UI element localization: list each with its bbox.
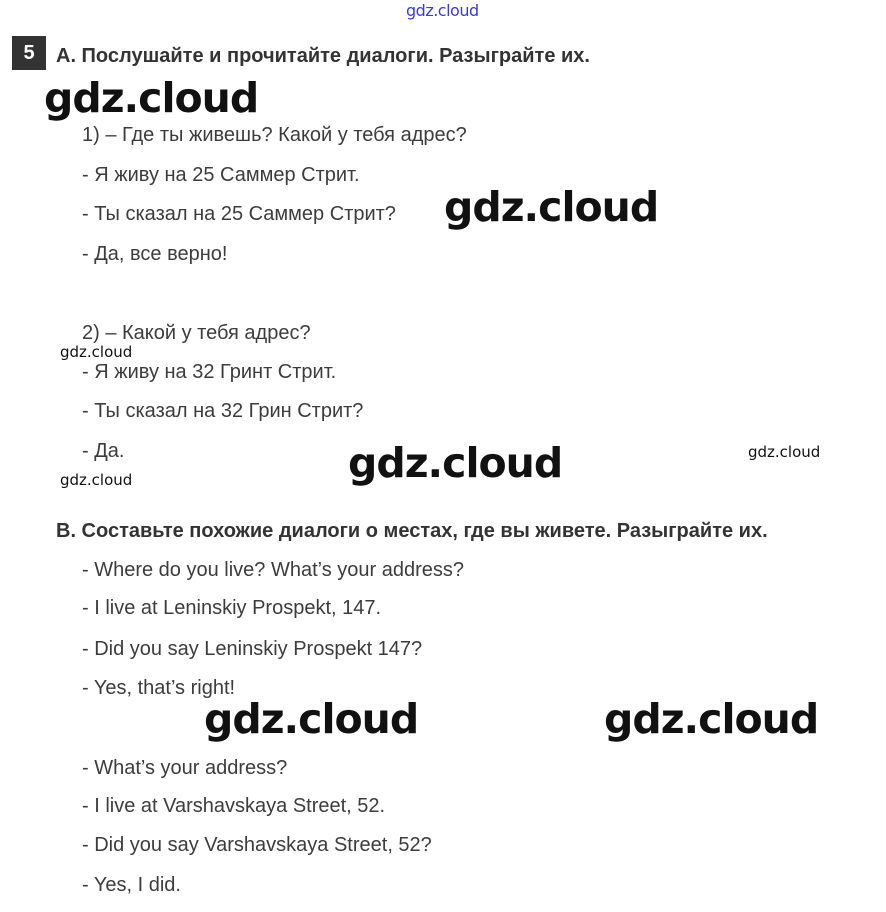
watermark: gdz.cloud <box>444 183 659 231</box>
task-number-badge: 5 <box>12 36 46 70</box>
watermark: gdz.cloud <box>348 439 563 487</box>
watermark: gdz.cloud <box>748 443 821 461</box>
watermark: gdz.cloud <box>604 695 819 743</box>
dialogue-line: - Where do you live? What’s your address? <box>82 559 465 581</box>
dialogue-line: - I live at Leninskiy Prospekt, 147. <box>82 597 382 619</box>
watermark: gdz.cloud <box>60 343 133 361</box>
watermark: gdz.cloud <box>204 695 419 743</box>
dialogue-line: 1) – Где ты живешь? Какой у тебя адрес? <box>82 124 467 146</box>
top-watermark: gdz.cloud <box>406 1 479 20</box>
dialogue-line: - I live at Varshavskaya Street, 52. <box>82 795 386 817</box>
dialogue-line: - What’s your address? <box>82 757 288 779</box>
part-b-heading: B. Составьте похожие диалоги о местах, где вы живете. Разыграйте их. <box>56 520 768 542</box>
dialogue-line: - Yes, I did. <box>82 874 181 896</box>
part-a-heading: A. Послушайте и прочитайте диалоги. Разыграйте их. <box>56 45 590 67</box>
dialogue-line: - Ты сказал на 32 Грин Стрит? <box>82 400 364 422</box>
dialogue-line: - Да, все верно! <box>82 243 228 265</box>
dialogue-line: - Я живу на 25 Саммер Стрит. <box>82 164 360 186</box>
dialogue-line: 2) – Какой у тебя адрес? <box>82 322 311 344</box>
dialogue-line: - Ты сказал на 25 Саммер Стрит? <box>82 203 396 225</box>
dialogue-line: - Yes, that’s right! <box>82 677 236 699</box>
dialogue-line: - Я живу на 32 Гринт Стрит. <box>82 361 337 383</box>
watermark: gdz.cloud <box>60 471 133 489</box>
watermark: gdz.cloud <box>44 74 259 122</box>
dialogue-line: - Да. <box>82 440 125 462</box>
dialogue-line: - Did you say Varshavskaya Street, 52? <box>82 834 432 856</box>
dialogue-line: - Did you say Leninskiy Prospekt 147? <box>82 638 423 660</box>
